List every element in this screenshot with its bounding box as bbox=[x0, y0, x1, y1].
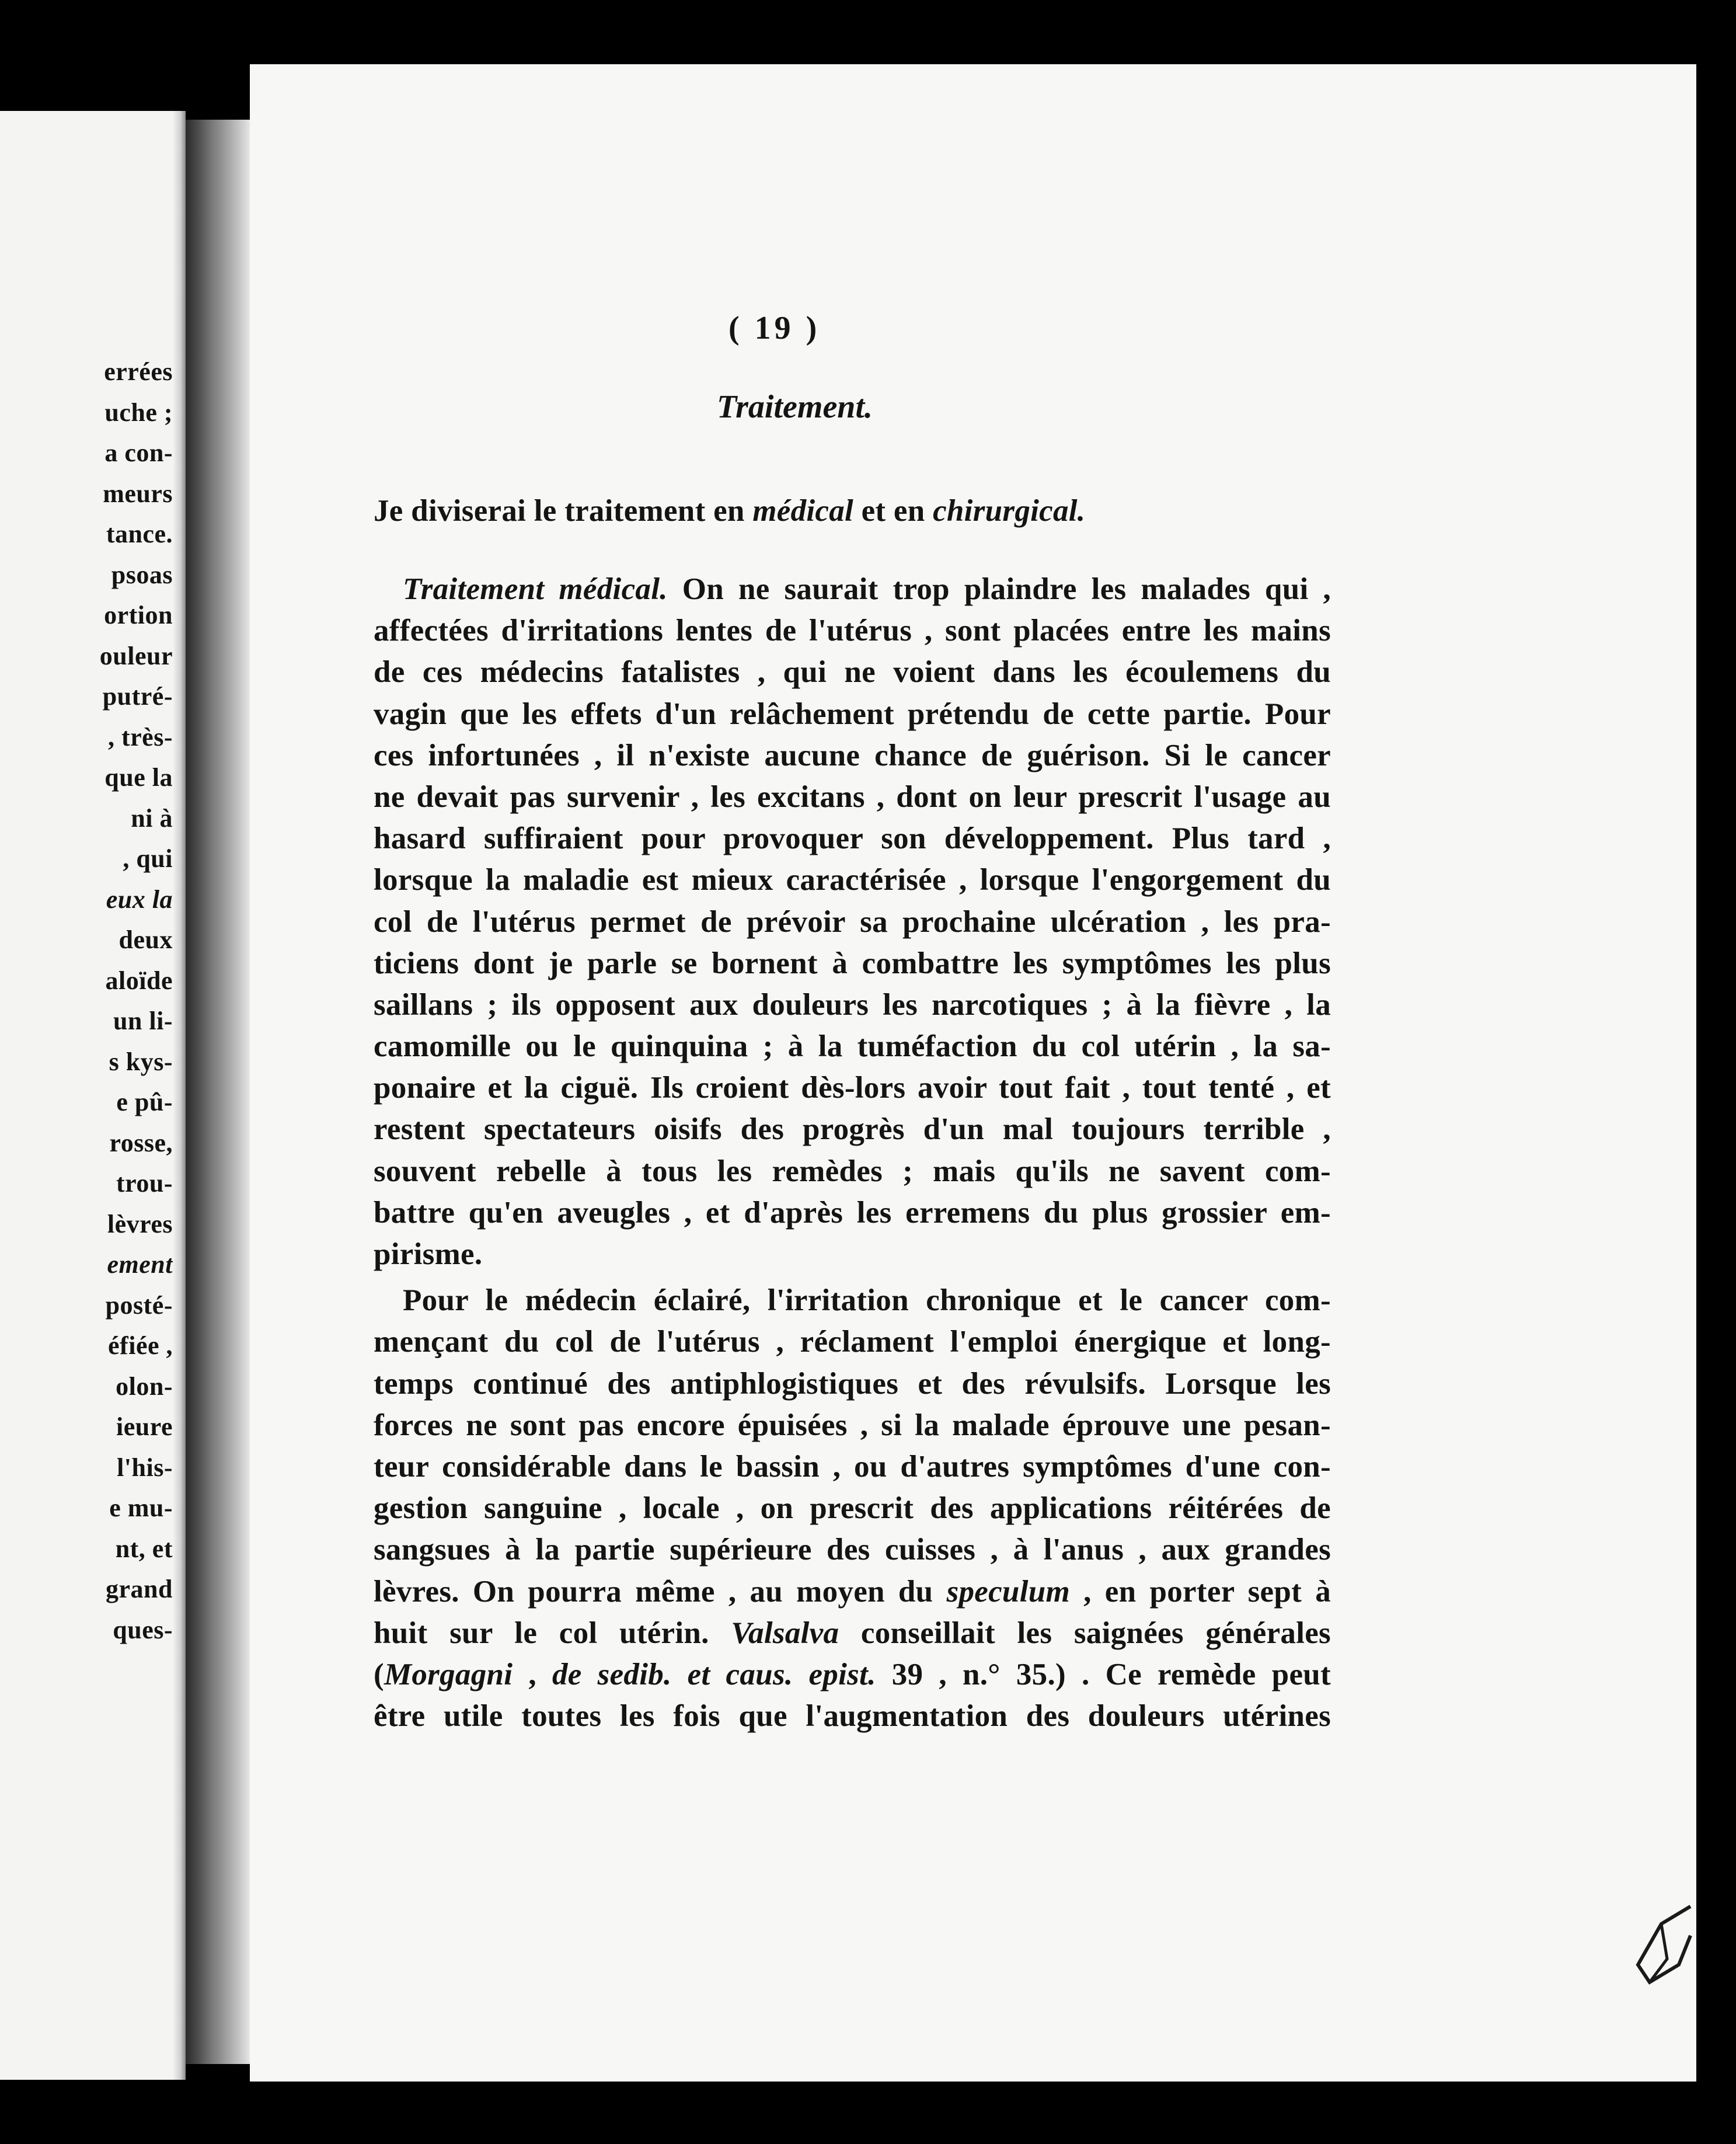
text-line: hasard suffiraient pour provoquer son développement. Plus tard , bbox=[374, 822, 1331, 856]
text-line: gestion sanguine , locale , on prescrit des applications réitérées de bbox=[374, 1491, 1331, 1526]
speculum-term: speculum bbox=[946, 1574, 1071, 1609]
paragraph-lines bbox=[374, 1280, 1331, 1571]
left-page-line: deux bbox=[118, 925, 173, 954]
left-page-line: trou- bbox=[116, 1169, 173, 1198]
text-line: Pour le médecin éclairé, l'irritation chronique et le cancer com- bbox=[403, 1283, 1331, 1318]
valsalva-name: Valsalva bbox=[731, 1616, 839, 1650]
text-line: ces infortunées , il n'existe aucune chance de guérison. Si le cancer bbox=[374, 738, 1331, 772]
paragraph-lead-text: On ne saurait trop plaindre les malades qui , bbox=[667, 572, 1331, 606]
left-page-line: que la bbox=[104, 763, 173, 792]
left-page-line: posté- bbox=[105, 1290, 173, 1320]
text-line: de ces médecins fatalistes , qui ne voient dans les écoulemens du bbox=[374, 655, 1331, 690]
left-page-line: ieure bbox=[116, 1412, 173, 1441]
text-line: ne devait pas survenir , les excitans , dont on leur prescrit l'usage au bbox=[374, 779, 1331, 814]
morgagni-name: Morgagni bbox=[384, 1657, 513, 1691]
intro-text-middle: et en bbox=[853, 494, 933, 528]
left-page-line: e mu- bbox=[109, 1494, 173, 1522]
section-title: Traitement. bbox=[717, 389, 873, 425]
text-line: saillans ; ils opposent aux douleurs les narcotiques ; à la fièvre , la bbox=[374, 987, 1331, 1022]
text-segment: , bbox=[513, 1657, 552, 1691]
left-page-line: éfiée , bbox=[108, 1331, 173, 1360]
left-page-line: ortion bbox=[104, 601, 173, 629]
text-segment: huit sur le col utérin. bbox=[374, 1616, 731, 1650]
text-line: affectées d'irritations lentes de l'utérus , sont placées entre les mains bbox=[374, 614, 1331, 648]
text-segment: 39 , n.° 35.) . Ce remède peut bbox=[876, 1657, 1331, 1691]
text-line: lorsque la maladie est mieux caractérisée , lorsque l'engorgement du bbox=[374, 863, 1331, 897]
left-page-line: eux la bbox=[106, 885, 173, 914]
left-page-line: ement bbox=[107, 1250, 173, 1279]
text-segment: conseillait les saignées générales bbox=[839, 1616, 1331, 1650]
page-number: ( 19 ) bbox=[728, 310, 821, 346]
left-page-line: tance. bbox=[106, 520, 173, 548]
text-line: temps continué des antiphlogistiques et des révulsifs. Lorsque les bbox=[374, 1366, 1331, 1401]
left-page-text-column bbox=[0, 351, 173, 1650]
text-line: ticiens dont je parle se bornent à combattre les symptômes les plus bbox=[374, 946, 1331, 980]
intro-medical-term: médical bbox=[752, 494, 854, 528]
text-line: ponaire et la ciguë. Ils croient dès-lors avoir tout fait , tout tenté , et bbox=[374, 1071, 1331, 1105]
left-page-line: rosse, bbox=[109, 1128, 173, 1157]
text-line: battre qu'en aveugles , et d'après les erremens du plus grossier em- bbox=[374, 1195, 1331, 1230]
text-line-speculum bbox=[374, 1571, 1331, 1613]
text-segment: ( bbox=[374, 1657, 384, 1691]
paragraph-lines bbox=[374, 610, 1331, 1234]
body-text bbox=[374, 490, 1331, 1737]
paragraph-first-line bbox=[374, 569, 1331, 610]
text-line-morgagni bbox=[374, 1654, 1331, 1696]
left-page-line: olon- bbox=[116, 1372, 173, 1401]
intro-text: Je diviserai le traitement en bbox=[374, 494, 753, 528]
left-page-edge-shadow bbox=[173, 111, 186, 2080]
text-line: souvent rebelle à tous les remèdes ; mais qu'ils ne savent com- bbox=[374, 1154, 1331, 1188]
paragraph-lead-heading: Traitement médical. bbox=[403, 572, 668, 606]
left-page-line: s kys- bbox=[109, 1047, 173, 1076]
left-page-line: psoas bbox=[111, 560, 173, 589]
text-line-valsalva bbox=[374, 1613, 1331, 1654]
intro-chirurgical-term: chirurgical. bbox=[933, 494, 1086, 528]
left-page-line: a con- bbox=[104, 438, 173, 467]
left-page-line: ni à bbox=[131, 803, 173, 833]
text-line: restent spectateurs oisifs des progrès d'un mal toujours terrible , bbox=[374, 1112, 1331, 1147]
left-page-line: lèvres bbox=[107, 1209, 173, 1238]
text-line: col de l'utérus permet de prévoir sa prochaine ulcération , les pra- bbox=[374, 904, 1331, 939]
book-gutter bbox=[186, 120, 250, 2064]
text-line: vagin que les effets d'un relâchement prétendu de cette partie. Pour bbox=[374, 697, 1331, 731]
left-page-line: nt, et bbox=[115, 1534, 173, 1563]
left-page-line: l'his- bbox=[117, 1453, 173, 1482]
text-line: camomille ou le quinquina ; à la tuméfaction du col utérin , la sa- bbox=[374, 1029, 1331, 1064]
text-segment: , en porter sept à bbox=[1070, 1574, 1331, 1609]
left-page-line: e pû- bbox=[116, 1088, 173, 1116]
left-page-fragment bbox=[0, 111, 186, 2080]
left-page-line: uche ; bbox=[104, 398, 173, 427]
intro-line bbox=[374, 490, 1331, 531]
right-page bbox=[250, 64, 1696, 2082]
text-line: mençant du col de l'utérus , réclament l'emploi énergique et long- bbox=[374, 1325, 1331, 1359]
left-page-line: putré- bbox=[102, 682, 173, 711]
citation-reference: de sedib. et caus. epist. bbox=[552, 1657, 876, 1691]
left-page-line: ques- bbox=[113, 1615, 173, 1644]
paragraph-medecin-eclaire bbox=[374, 1280, 1331, 1737]
text-line: sangsues à la partie supérieure des cuisses , à l'anus , aux grandes bbox=[374, 1533, 1331, 1567]
text-line: teur considérable dans le bassin , ou d'autres symptômes d'une con- bbox=[374, 1449, 1331, 1484]
left-page-line: un li- bbox=[113, 1007, 173, 1035]
paragraph-traitement-medical bbox=[374, 569, 1331, 1275]
text-line: forces ne sont pas encore épuisées , si la malade éprouve une pesan- bbox=[374, 1408, 1331, 1442]
left-page-line: , qui bbox=[123, 844, 173, 873]
paragraph-last-line: pirisme. bbox=[374, 1237, 483, 1271]
left-page-line: ouleur bbox=[99, 641, 173, 670]
left-page-line: errées bbox=[104, 357, 173, 386]
text-line-final: être utile toutes les fois que l'augmentation des douleurs utérines bbox=[374, 1699, 1331, 1734]
left-page-line: , très- bbox=[108, 722, 173, 751]
left-page-line: aloïde bbox=[105, 966, 173, 995]
left-page-line: grand bbox=[106, 1575, 173, 1603]
page-corner-fold-mark bbox=[1626, 1901, 1696, 1994]
left-page-line: meurs bbox=[103, 479, 173, 508]
text-segment: lèvres. On pourra même , au moyen du bbox=[374, 1574, 947, 1609]
